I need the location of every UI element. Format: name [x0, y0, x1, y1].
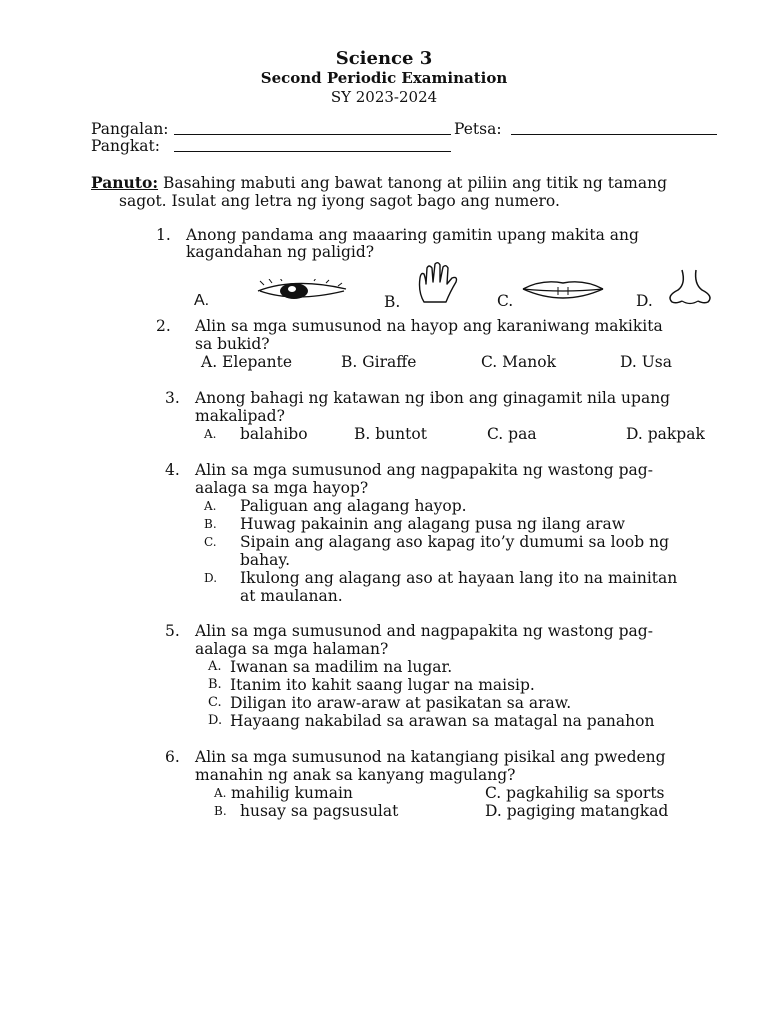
choice-6b-letter[interactable]: B. — [214, 804, 227, 818]
choice-6b-text[interactable]: husay sa pagsusulat — [240, 802, 399, 820]
question-4-line2: aalaga sa mga hayop? — [195, 479, 369, 497]
question-1-number: 1. — [156, 226, 171, 244]
directions-line1: Basahing mabuti ang bawat tanong at piliin ang titik ng tamang — [162, 174, 668, 192]
question-4-line1: Alin sa mga sumusunod ang nagpapakita ng wastong pag- — [195, 461, 653, 479]
eye-icon — [254, 279, 350, 303]
choice-4a-text[interactable]: Paliguan ang alagang hayop. — [240, 497, 467, 515]
question-6-number: 6. — [165, 748, 180, 766]
question-1-line1: Anong pandama ang maaaring gamitin upang makita ang — [186, 226, 639, 244]
hand-icon — [414, 262, 466, 306]
choice-4b-text[interactable]: Huwag pakainin ang alagang pusa ng ilang araw — [240, 515, 625, 533]
choice-3a-text[interactable]: balahibo — [240, 425, 308, 443]
choice-1c-letter[interactable]: C. — [497, 292, 514, 310]
choice-4a-letter[interactable]: A. — [204, 499, 217, 513]
question-2-line1: Alin sa mga sumusunod na hayop ang karaniwang makikita — [195, 317, 663, 335]
choice-5b-letter[interactable]: B. — [208, 677, 222, 692]
choice-6a-letter[interactable]: A. — [214, 786, 227, 800]
choice-5d-text[interactable]: Hayaang nakabilad sa arawan sa matagal na panahon — [230, 712, 655, 730]
choice-5b-text[interactable]: Itanim ito kahit saang lugar na maisip. — [230, 676, 535, 694]
choice-2c[interactable]: C. Manok — [481, 353, 556, 371]
choice-4d-text-line2[interactable]: at maulanan. — [240, 587, 343, 605]
question-4-number: 4. — [165, 461, 180, 479]
choice-2a[interactable]: A. Elepante — [201, 353, 293, 371]
choice-4c-text-line2[interactable]: bahay. — [240, 551, 291, 569]
name-blank[interactable] — [174, 134, 451, 135]
choice-3d[interactable]: D. pakpak — [626, 425, 705, 443]
choice-5c-text[interactable]: Diligan ito araw-araw at pasikatan sa araw. — [230, 694, 572, 712]
choice-4c-text-line1[interactable]: Sipain ang alagang aso kapag ito’y dumumi sa loob ng — [240, 533, 670, 551]
question-3-number: 3. — [165, 389, 180, 407]
nose-icon — [662, 268, 718, 308]
question-6-line1: Alin sa mga sumusunod na katangiang pisikal ang pwedeng — [195, 748, 666, 766]
question-3-line1: Anong bahagi ng katawan ng ibon ang ginagamit nila upang — [195, 389, 671, 407]
question-3-line2: makalipad? — [195, 407, 285, 425]
group-blank[interactable] — [174, 151, 451, 152]
choice-6a-text[interactable]: mahilig kumain — [231, 784, 353, 802]
choice-4d-text-line1[interactable]: Ikulong ang alagang aso at hayaan lang ito na mainitan — [240, 569, 678, 587]
choice-5a-letter[interactable]: A. — [208, 659, 222, 674]
question-6-line2: manahin ng anak sa kanyang magulang? — [195, 766, 516, 784]
school-year: SY 2023-2024 — [330, 88, 438, 106]
group-label: Pangkat: — [91, 137, 160, 155]
page-title: Science 3 — [335, 48, 433, 69]
choice-1a-letter[interactable]: A. — [194, 292, 210, 309]
choice-5c-letter[interactable]: C. — [208, 695, 222, 710]
question-1-line2: kagandahan ng paligid? — [186, 243, 375, 261]
mouth-icon — [520, 277, 606, 305]
date-blank[interactable] — [511, 134, 717, 135]
question-2-line2: sa bukid? — [195, 335, 270, 353]
choice-2d[interactable]: D. Usa — [620, 353, 672, 371]
choice-4d-letter[interactable]: D. — [204, 571, 218, 585]
choice-6d[interactable]: D. pagiging matangkad — [485, 802, 669, 820]
choice-1b-letter[interactable]: B. — [384, 293, 401, 311]
choice-4b-letter[interactable]: B. — [204, 517, 217, 531]
choice-6c[interactable]: C. pagkahilig sa sports — [485, 784, 665, 802]
choice-3a-letter[interactable]: A. — [204, 427, 217, 441]
directions-line2: sagot. Isulat ang letra ng iyong sagot bago ang numero. — [119, 192, 560, 210]
directions-label: Panuto: — [91, 173, 159, 192]
choice-2b[interactable]: B. Giraffe — [341, 353, 417, 371]
date-label: Petsa: — [454, 120, 502, 138]
choice-3c[interactable]: C. paa — [487, 425, 537, 443]
choice-4c-letter[interactable]: C. — [204, 535, 217, 549]
choice-5a-text[interactable]: Iwanan sa madilim na lugar. — [230, 658, 453, 676]
choice-3b[interactable]: B. buntot — [354, 425, 427, 443]
question-2-number: 2. — [156, 317, 171, 335]
question-5-number: 5. — [165, 622, 180, 640]
choice-1d-letter[interactable]: D. — [636, 292, 653, 310]
question-5-line2: aalaga sa mga halaman? — [195, 640, 389, 658]
question-5-line1: Alin sa mga sumusunod and nagpapakita ng wastong pag- — [195, 622, 653, 640]
exam-subtitle: Second Periodic Examination — [260, 69, 508, 87]
choice-5d-letter[interactable]: D. — [208, 713, 223, 728]
directions — [91, 174, 667, 192]
name-label: Pangalan: — [91, 120, 169, 138]
